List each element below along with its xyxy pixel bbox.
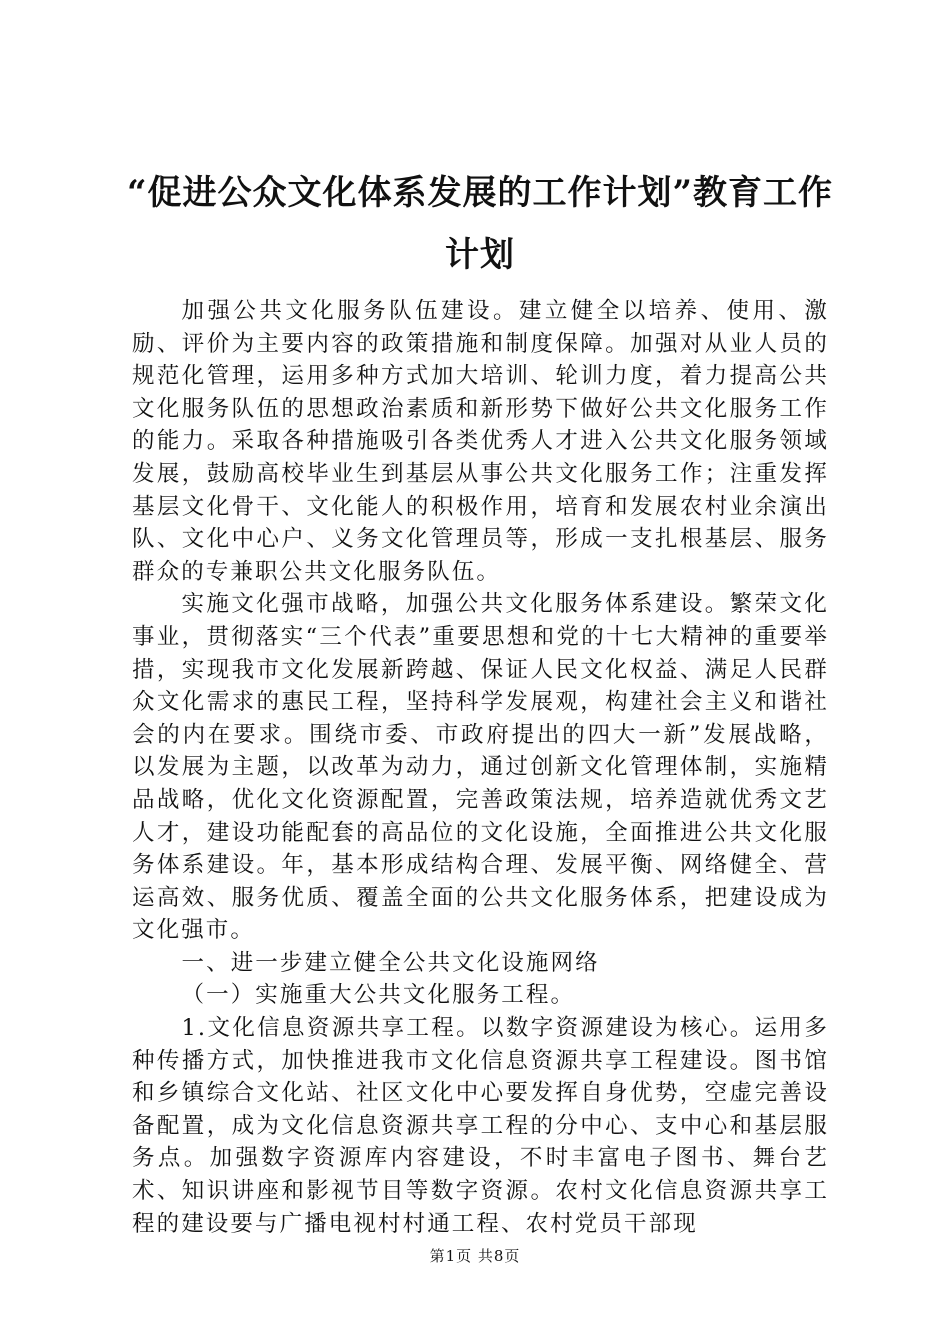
- paragraph: 加强公共文化服务队伍建设。建立健全以培养、使用、激励、评价为主要内容的政策措施和制度保障。加强对从业人员的规范化管理，运用多种方式加大培训、轮训力度，着力提高公共文化服务队伍的思想政治素质和新形势下做好公共文化服务工作的能力。采取各种措施吸引各类优秀人才进入公共文化服务领域发展，鼓励高校毕业生到基层从事公共文化服务工作；注重发挥基层文化骨干、文化能人的积极作用，培育和发展农村业余演出队、文化中心户、义务文化管理员等，形成一支扎根基层、服务群众的专兼职公共文化服务队伍。: [132, 298, 829, 585]
- page-footer: 第1页 共8页: [429, 1247, 521, 1265]
- document-body: [132, 295, 829, 1240]
- paragraph: 1.文化信息资源共享工程。以数字资源建设为核心。运用多种传播方式，加快推进我市文化信息资源共享工程建设。图书馆和乡镇综合文化站、社区文化中心要发挥自身优势，空虚完善设备配置，成为文化信息资源共享工程的分中心、支中心和基层服务点。加强数字资源库内容建设，不时丰富电子图书、舞台艺术、知识讲座和影视节目等数字资源。农村文化信息资源共享工程的建设要与广播电视村村通工程、农村党员干部现: [132, 1015, 829, 1237]
- section-heading: 一、进一步建立健全公共文化设施网络: [181, 949, 600, 976]
- subsection-heading: （一）实施重大公共文化服务工程。: [181, 982, 576, 1009]
- paragraph: 实施文化强市战略，加强公共文化服务体系建设。繁荣文化事业，贯彻落实“三个代表”重要思想和党的十七大精神的重要举措，实现我市文化发展新跨越、保证人民文化权益、满足人民群众文化需求的惠民工程，坚持科学发展观，构建社会主义和谐社会的内在要求。围绕市委、市政府提出的四大一新”发展战略，以发展为主题，以改革为动力，通过创新文化管理体制，实施精品战略，优化文化资源配置，完善政策法规，培养造就优秀文艺人才，建设功能配套的高品位的文化设施，全面推进公共文化服务体系建设。年，基本形成结构合理、发展平衡、网络健全、营运高效、服务优质、覆盖全面的公共文化服务体系，把建设成为文化强市。: [132, 591, 829, 944]
- document-title: “促进公众文化体系发展的工作计划”教育工作计划: [126, 173, 834, 275]
